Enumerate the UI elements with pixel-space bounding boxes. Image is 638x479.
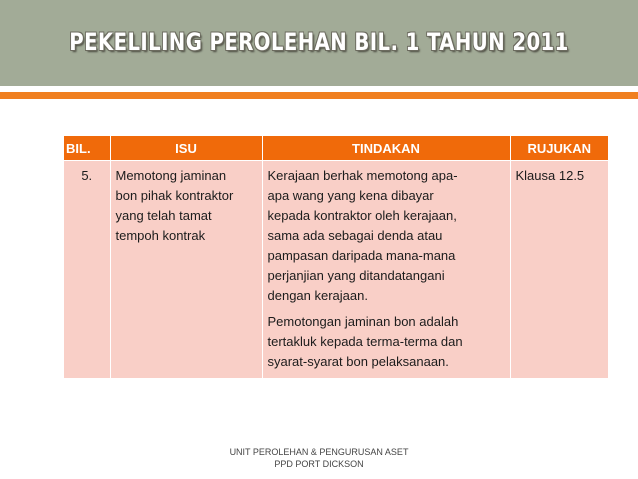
cell-isu <box>110 161 262 379</box>
cell-tindakan <box>262 161 510 379</box>
isu-line: bon pihak kontraktor <box>115 188 234 203</box>
tindakan-line: kepada kontraktor oleh kerajaan, <box>267 208 457 223</box>
header-tindakan: TINDAKAN <box>262 136 510 161</box>
tindakan-line: perjanjian yang ditandatangani <box>267 268 445 283</box>
circular-table <box>64 136 608 378</box>
tindakan-line: tertakluk kepada terma-terma dan <box>267 334 463 349</box>
tindakan-line: pampasan daripada mana-mana <box>267 248 456 263</box>
tindakan-paragraph-1 <box>268 166 505 306</box>
header-isu: ISU <box>110 136 262 161</box>
header-rujukan: RUJUKAN <box>510 136 608 161</box>
isu-line: yang telah tamat <box>115 208 212 223</box>
cell-rujukan: Klausa 12.5 <box>510 161 608 379</box>
isu-line: tempoh kontrak <box>115 228 206 243</box>
tindakan-line: dengan kerajaan. <box>267 288 368 303</box>
tindakan-line: apa wang yang kena dibayar <box>267 188 434 203</box>
tindakan-line: Pemotongan jaminan bon adalah <box>267 314 459 329</box>
tindakan-line: syarat-syarat bon pelaksanaan. <box>267 354 449 369</box>
header-bil: BIL. <box>64 136 110 161</box>
accent-divider <box>0 92 638 99</box>
isu-line: Memotong jaminan <box>115 168 227 183</box>
footer <box>0 446 638 470</box>
table-row <box>64 161 608 379</box>
tindakan-line: Kerajaan berhak memotong apa- <box>267 168 458 183</box>
footer-unit: UNIT PEROLEHAN & PENGURUSAN ASET <box>229 447 409 457</box>
slide-title: PEKELILING PEROLEHAN BIL. 1 TAHUN 2011 <box>69 28 569 56</box>
table-header-row <box>64 136 608 161</box>
tindakan-line: sama ada sebagai denda atau <box>267 228 443 243</box>
footer-district: PPD PORT DICKSON <box>274 459 364 469</box>
title-banner <box>0 0 638 86</box>
tindakan-paragraph-2 <box>268 312 505 372</box>
cell-bil: 5. <box>64 161 110 379</box>
